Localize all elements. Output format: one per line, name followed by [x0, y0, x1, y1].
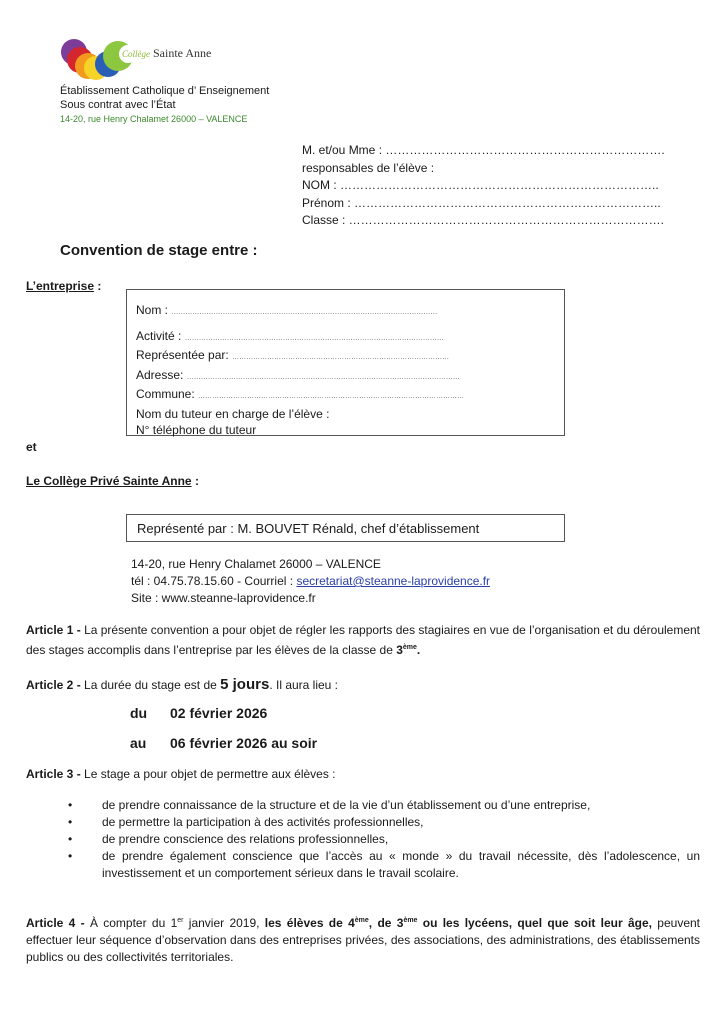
field-dots: ……………………………………………………………………………………………………: [171, 309, 438, 316]
stage-duration: 5 jours: [220, 676, 270, 693]
article-1-text: La présente convention a pour objet de régler les rapports des stagiaires en vue de l’organisation et du déroulement des stages accomplis dans l’entreprise par les élèves de la classe de: [26, 623, 701, 657]
article-2-text-end: . Il aura lieu :: [269, 678, 339, 692]
article-4-bold: , de 3: [368, 916, 404, 930]
field-dots: ……………………………………………………………………………………………………: [198, 393, 465, 400]
field-label: Activité :: [136, 328, 185, 343]
college-address: 14-20, rue Henry Chalamet 26000 – VALENCE: [131, 557, 381, 571]
college-phone: tél : 04.75.78.15.60 - Courriel :: [131, 574, 297, 588]
article-1: [26, 622, 700, 659]
bullet-icon: •: [68, 798, 73, 812]
article-1-end: .: [416, 643, 421, 657]
establishment-address: 14-20, rue Henry Chalamet 26000 – VALENCE: [60, 114, 248, 124]
article-4-bold: ou les lycéens, quel que soit leur âge,: [417, 916, 652, 930]
list-item: [60, 814, 700, 831]
field-label: N° téléphone du tuteur: [136, 423, 257, 437]
article-4-bold: les élèves de 4: [264, 916, 355, 930]
list-item-text: de prendre conscience des relations professionnelles,: [102, 832, 389, 846]
stage-start-date: [130, 705, 267, 721]
college-email-link[interactable]: secretariat@steanne-laprovidence.fr: [296, 574, 491, 588]
convention-title: Convention de stage entre :: [60, 242, 258, 259]
article-3-text: Le stage a pour objet de permettre aux élèves :: [80, 767, 336, 781]
sup: er: [177, 917, 184, 924]
bullet-icon: •: [68, 832, 73, 846]
field-label: Adresse:: [136, 367, 187, 382]
field-label: Représentée par:: [136, 348, 233, 362]
entreprise-city-field[interactable]: [136, 386, 464, 406]
article-4-title: Article 4 -: [26, 916, 85, 930]
list-item: [60, 831, 700, 848]
entreprise-activity-field[interactable]: [136, 328, 464, 348]
tutor-name-field[interactable]: [136, 406, 464, 423]
establishment-block: [60, 84, 269, 126]
article-4-text: janvier 2019,: [183, 916, 265, 930]
entreprise-label: [26, 279, 101, 293]
to-date: 06 février 2026 au soir: [170, 735, 318, 751]
field-label: Commune:: [136, 387, 199, 401]
article-1-class: 3: [396, 643, 403, 657]
parents-label: responsables de l’élève :: [302, 160, 435, 175]
entreprise-representative-field[interactable]: [136, 347, 464, 367]
student-lastname-field[interactable]: NOM : ……………………………………………………………………..: [302, 178, 659, 192]
college-label: [26, 474, 199, 488]
parents-name-field[interactable]: M. et/ou Mme : …………………………………………………………….: [302, 143, 665, 157]
article-1-title: Article 1 -: [26, 623, 81, 637]
article-3-list: [60, 797, 700, 882]
college-site: Site : www.steanne-laprovidence.fr: [131, 591, 316, 605]
article-1-class-sup: ème: [402, 644, 417, 651]
college-contact: [131, 556, 490, 607]
college-representative-box: Représenté par : M. BOUVET Rénald, chef d’établissement: [126, 514, 565, 542]
stage-end-date: [130, 735, 317, 751]
logo-text: [122, 46, 211, 61]
from-date: 02 février 2026: [170, 705, 268, 721]
bullet-icon: •: [68, 815, 73, 829]
entreprise-name-field[interactable]: [136, 302, 464, 322]
college-logo-icon: [58, 36, 138, 86]
from-label: du: [130, 705, 148, 721]
field-label: Nom du tuteur en charge de l’élève :: [136, 406, 330, 421]
article-2-text: La durée du stage est de: [80, 678, 221, 692]
entreprise-fields: [136, 302, 464, 439]
student-class-field[interactable]: Classe : …………………………………………………………………….: [302, 213, 665, 227]
entreprise-label-colon: :: [94, 279, 102, 293]
field-dots: …………………………………………………………………………………: [232, 354, 450, 361]
logo-school-name: Sainte Anne: [153, 46, 212, 60]
article-4: [26, 912, 700, 966]
establishment-type: Établissement Catholique d’ Enseignement: [60, 85, 270, 97]
college-label-text: Le Collège Privé Sainte Anne: [26, 474, 192, 488]
college-phone-email: [131, 573, 490, 590]
college-label-colon: :: [191, 474, 199, 488]
article-4-text: peuvent effectuer leur séquence d’observation dans des entreprises privées, des associations, des administrations, des établissements publics ou des collectivités territoriales.: [26, 916, 700, 964]
list-item: [60, 797, 700, 814]
student-firstname-field[interactable]: Prénom : …………………………………………………………………..: [302, 195, 661, 210]
bullet-icon: •: [68, 849, 73, 863]
logo-college-word: Collège: [122, 49, 150, 59]
article-4-text: À compter du 1: [84, 916, 178, 930]
parents-block: [302, 142, 665, 230]
list-item-text: de prendre connaissance de la structure et de la vie d’un établissement ou d’une entreprise,: [102, 798, 591, 812]
field-label: Nom :: [136, 303, 172, 317]
entreprise-label-text: L’entreprise: [26, 279, 95, 293]
field-dots: …………………………………………………………………………………………………: [184, 334, 444, 342]
article-3: [26, 766, 700, 783]
sup: ème: [403, 917, 418, 924]
article-2-title: Article 2 -: [26, 678, 81, 692]
list-item-text: de permettre la participation à des activités professionnelles,: [102, 815, 424, 829]
sup: ème: [354, 917, 369, 924]
article-3-title: Article 3 -: [26, 767, 81, 781]
article-2: [26, 676, 700, 694]
field-dots: ………………………………………………………………………………………………………: [186, 373, 460, 381]
to-label: au: [130, 735, 147, 751]
entreprise-address-field[interactable]: [136, 367, 464, 387]
list-item-text: de prendre également conscience que l’accès au « monde » du travail nécessite, dès l’adolescence, un investissement et un comportement sérieux dans le travail scolaire.: [102, 849, 700, 880]
tutor-phone-field[interactable]: [136, 422, 464, 439]
and-label: et: [26, 440, 37, 454]
establishment-contract: Sous contrat avec l’État: [60, 99, 176, 111]
list-item: [60, 848, 700, 882]
